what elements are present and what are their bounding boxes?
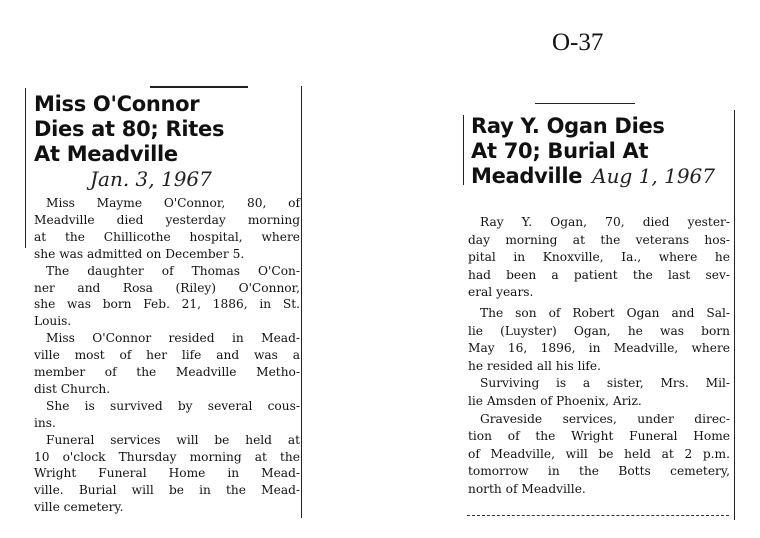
headline-line: Miss O'Connor <box>34 92 200 116</box>
article-line: of Meadville, will be held at 2 p.m. <box>468 447 730 461</box>
headline-line: At 70; Burial At <box>471 139 649 163</box>
page-number: O-37 <box>552 29 604 56</box>
article-line: dist Church. <box>34 382 111 396</box>
headline-line: Meadville <box>471 164 583 188</box>
article-line: Funeral services will be held at <box>46 433 300 447</box>
article-line: Miss Mayme O'Connor, 80, of <box>46 196 300 210</box>
article-line: Surviving is a sister, Mrs. Mil- <box>480 376 730 390</box>
handwritten-date: Jan. 3, 1967 <box>90 167 212 191</box>
article-line: Miss O'Connor resided in Mead- <box>46 331 300 345</box>
article-line: he resided all his life. <box>468 359 602 373</box>
article-line: Graveside services, under direc- <box>480 412 730 426</box>
article-line: ville most of her life and was a <box>34 348 300 362</box>
article-line: Louis. <box>34 314 72 328</box>
article-line: at the Chillicothe hospital, where <box>34 230 300 244</box>
article-line: Wright Funeral Home in Mead- <box>34 466 300 480</box>
article-line: ner and Rosa (Riley) O'Connor, <box>34 281 300 295</box>
article-line: eral years. <box>468 285 534 299</box>
article-line: May 16, 1896, in Meadville, where <box>468 341 730 355</box>
left-border <box>463 115 464 185</box>
article-line: day morning at the veterans hos- <box>468 233 730 247</box>
left-border <box>25 88 26 248</box>
article-line: ins. <box>34 416 56 430</box>
column-divider <box>734 110 735 520</box>
right-border <box>301 86 302 518</box>
top-rule <box>535 103 635 104</box>
headline-line: At Meadville <box>34 142 178 166</box>
headline-block <box>34 92 224 191</box>
article-line: she was born Feb. 21, 1886, in St. <box>34 297 300 311</box>
article-line: tomorrow in the Botts cemetery, <box>468 464 730 478</box>
article-line: Ray Y. Ogan, 70, died yester- <box>480 215 730 229</box>
article-line: she was admitted on December 5. <box>34 247 245 261</box>
article-line: The son of Robert Ogan and Sal- <box>480 306 730 320</box>
headline-line: Ray Y. Ogan Dies <box>471 114 665 138</box>
article-line: tion of the Wright Funeral Home <box>468 429 730 443</box>
headline-line: Dies at 80; Rites <box>34 117 225 141</box>
headline-last-row <box>471 164 715 189</box>
article-line: Meadville died yesterday morning <box>34 213 300 227</box>
article-line: pital in Knoxville, Ia., where he <box>468 250 730 264</box>
headline <box>471 114 715 189</box>
top-rule <box>150 86 248 88</box>
article-line: She is survived by several cous- <box>46 399 300 413</box>
handwritten-date: Aug 1, 1967 <box>592 164 715 188</box>
article-line: had been a patient the last sev- <box>468 268 730 282</box>
article-line: The daughter of Thomas O'Con- <box>46 264 300 278</box>
article-line: north of Meadville. <box>468 482 586 496</box>
article-line: lie (Luyster) Ogan, he was born <box>468 324 730 338</box>
article-line: member of the Meadville Metho- <box>34 365 300 379</box>
article-line: ville cemetery. <box>34 500 124 514</box>
bottom-rule <box>467 515 729 516</box>
article-line: ville. Burial will be in the Mead- <box>34 483 300 497</box>
headline <box>34 92 224 167</box>
article-line: 10 o'clock Thursday morning at the <box>34 450 300 464</box>
article-line: lie Amsden of Phoenix, Ariz. <box>468 394 642 408</box>
